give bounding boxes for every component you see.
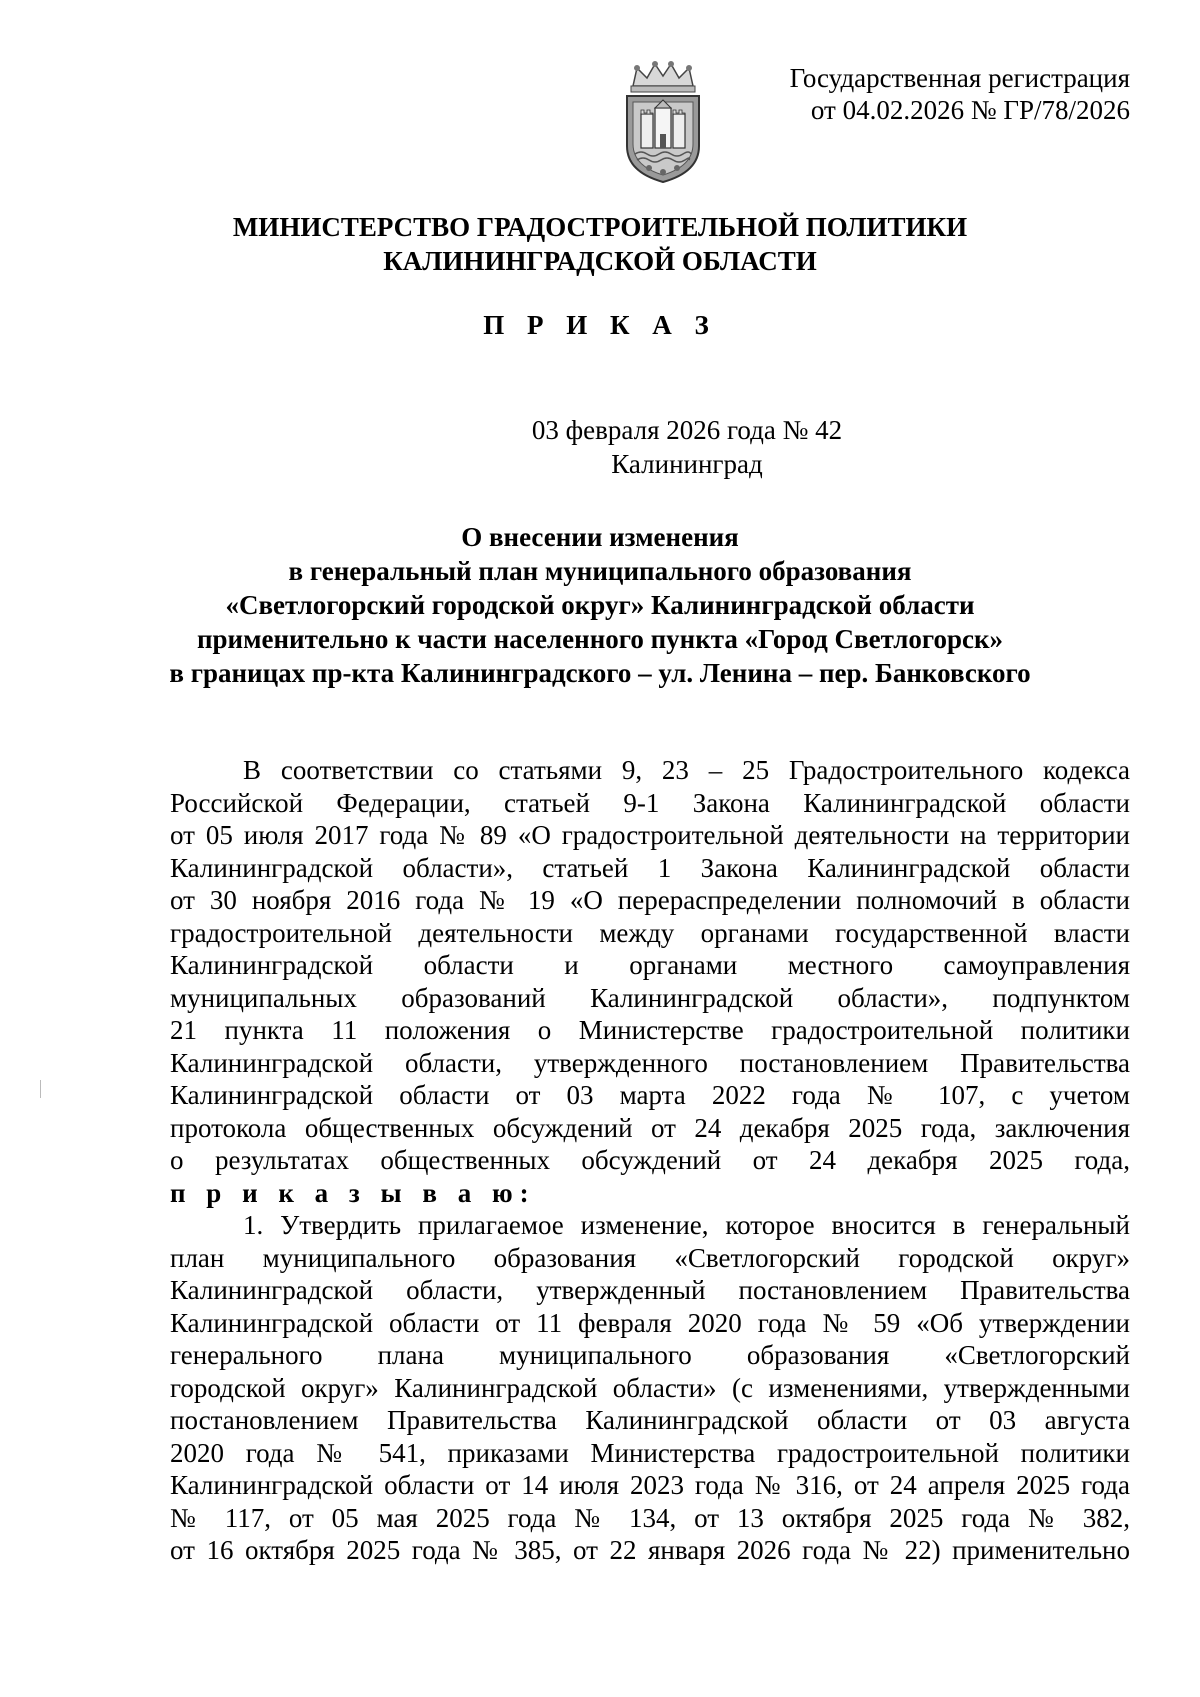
subject-line: в границах пр-кта Калининградского – ул. Ленина – пер. Банковского — [169, 658, 1031, 688]
item1-line: постановлением Правительства Калининградской области от 03 августа — [170, 1405, 1130, 1435]
ministry-heading-line: МИНИСТЕРСТВО ГРАДОСТРОИТЕЛЬНОЙ ПОЛИТИКИ — [232, 212, 968, 242]
preamble-line: Калининградской области от 03 марта 2022 года № 107, с учетом — [170, 1080, 1130, 1110]
preamble-line: от 05 июля 2017 года № 89 «О градостроительной деятельности на территории — [170, 820, 1130, 850]
order-date-number: 03 февраля 2026 года № 42 — [531, 415, 843, 445]
item1-line: 1. Утвердить прилагаемое изменение, которое вносится в генеральный — [243, 1210, 1130, 1240]
preamble-line: 21 пункта 11 положения о Министерстве градостроительной политики — [170, 1015, 1130, 1045]
preamble-line: Калининградской области, утвержденного постановлением Правительства — [170, 1047, 1130, 1078]
item1-line: № 117, от 05 мая 2025 года № 134, от 13 октября 2025 года № 382, — [170, 1502, 1130, 1533]
document-type-title: П Р И К А З — [483, 310, 717, 340]
item1-line: Калининградской области, утвержденный постановлением Правительства — [170, 1275, 1130, 1305]
order-subject — [100, 520, 1100, 690]
preamble-line: Калининградской области и органами местного самоуправления — [170, 950, 1130, 980]
item1-line: городской округ» Калининградской области» (с изменениями, утвержденными — [170, 1372, 1130, 1403]
item1-line: Калининградской области от 14 июля 2023 года № 316, от 24 апреля 2025 года — [170, 1470, 1130, 1500]
subject-line: применительно к части населенного пункта «Город Светлогорск» — [196, 624, 1004, 654]
date-place-block — [507, 413, 867, 481]
order-word: п р и к а з ы в а ю: — [170, 1177, 536, 1208]
preamble-line: Калининградской области», статьей 1 Закона Калининградской области — [170, 852, 1130, 883]
order-word-line — [170, 1177, 1130, 1210]
subject-line: «Светлогорский городской округ» Калининградской области — [225, 590, 975, 620]
subject-line: в генеральный план муниципального образования — [288, 556, 912, 586]
state-registration-block — [790, 62, 1130, 126]
ministry-heading — [0, 210, 1200, 278]
item1-line: Калининградской области от 11 февраля 2020 года № 59 «Об утверждении — [170, 1307, 1130, 1338]
registration-title: Государственная регистрация — [789, 63, 1130, 93]
scan-margin-mark — [40, 1080, 41, 1098]
preamble-line: муниципальных образований Калининградской области», подпунктом — [170, 982, 1130, 1013]
preamble-line: протокола общественных обсуждений от 24 декабря 2025 года, заключения — [170, 1112, 1130, 1143]
order-body — [170, 754, 1130, 1567]
coat-of-arms-icon — [619, 60, 707, 184]
preamble-line: о результатах общественных обсуждений от 24 декабря 2025 года, — [170, 1145, 1130, 1175]
subject-line: О внесении изменения — [461, 522, 739, 552]
preamble-line: от 30 ноября 2016 года № 19 «О перераспределении полномочий в области — [170, 885, 1130, 915]
preamble-line: В соответствии со статьями 9, 23 – 25 Градостроительного кодекса — [243, 755, 1130, 785]
registration-number: от 04.02.2026 № ГР/78/2026 — [810, 95, 1130, 125]
item1-line: план муниципального образования «Светлогорский городской округ» — [170, 1242, 1130, 1273]
item1-line: от 16 октября 2025 года № 385, от 22 января 2026 года № 22) применительно — [170, 1535, 1130, 1565]
ministry-heading-line: КАЛИНИНГРАДСКОЙ ОБЛАСТИ — [383, 246, 817, 276]
preamble-line: градостроительной деятельности между органами государственной власти — [170, 917, 1130, 948]
item1-line: генерального плана муниципального образования «Светлогорский — [170, 1340, 1130, 1370]
order-place: Калининград — [611, 449, 763, 479]
item1-line: 2020 года № 541, приказами Министерства градостроительной политики — [170, 1437, 1130, 1468]
preamble-line: Российской Федерации, статьей 9-1 Закона Калининградской области — [170, 787, 1130, 818]
